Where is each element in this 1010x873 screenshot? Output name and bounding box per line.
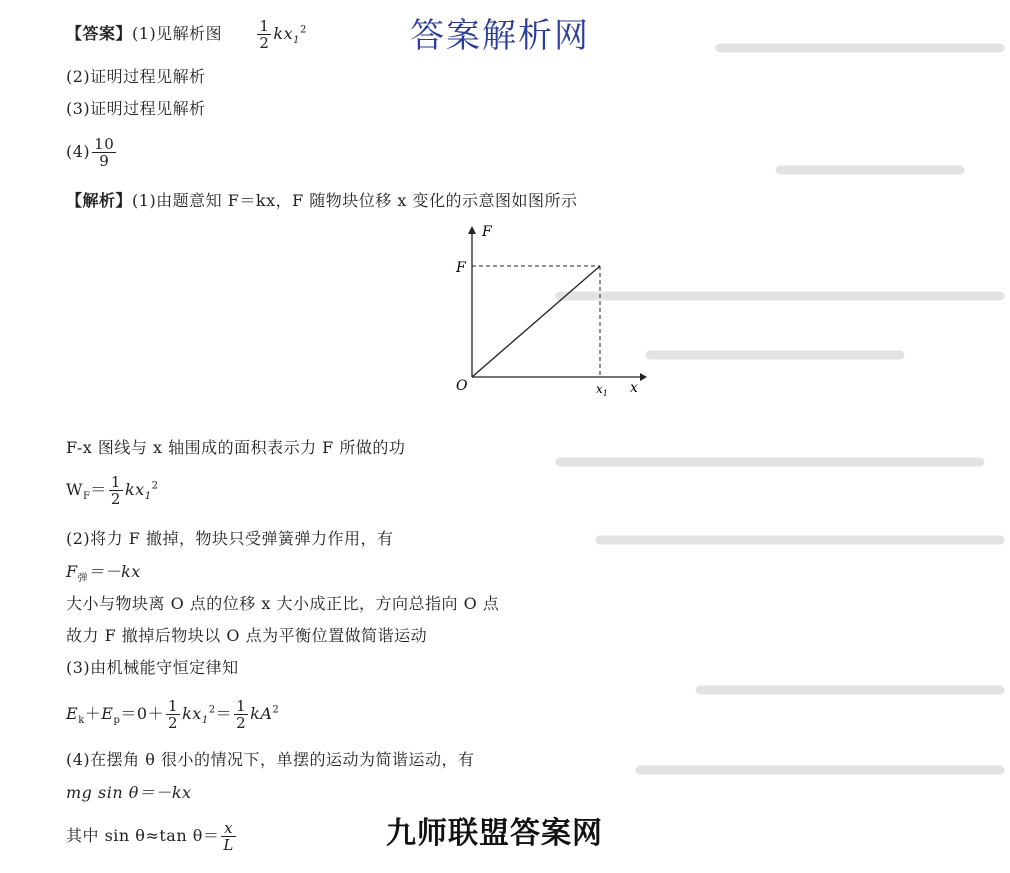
analysis-paragraph-6: (3)由机械能守恒定律知 — [66, 658, 239, 677]
analysis-tag: 【解析】 — [66, 191, 133, 210]
fraction: $\frac{1}{2}$ — [110, 473, 121, 508]
answer-item-1: 【答案】(1)见解析图 $\frac{1}{2}$ $kx_1^2$ — [66, 17, 307, 52]
analysis-paragraph-2: F-x 图线与 x 轴围成的面积表示力 F 所做的功 — [66, 438, 406, 457]
equation-approximation: 其中 sin θ≈tan θ＝ $\frac{x}{L}$ — [66, 819, 234, 854]
x-axis-arrow — [640, 373, 647, 381]
x-tick-label: $x_1$ — [596, 382, 608, 397]
equation-energy: $E_k+E_p=0+$ $\frac{1}{2}$ $kx_1^2=$ $\frac{1}{2}$ $kA^2$ — [66, 697, 280, 732]
fraction: $\frac{1}{2}$ — [168, 697, 179, 732]
y-tick-label: F — [456, 260, 466, 276]
fraction: $\frac{10}{9}$ — [94, 135, 115, 170]
watermark-top: 答案解析网 — [410, 16, 590, 56]
force-line — [472, 266, 600, 377]
fraction: $\frac{1}{2}$ — [259, 17, 270, 52]
analysis-paragraph-1: 【解析】(1)由题意知 F＝kx，F 随物块位移 x 变化的示意图如图所示 — [66, 191, 578, 210]
answer-item-2: (2)证明过程见解析 — [66, 67, 206, 86]
fraction: $\frac{x}{L}$ — [223, 819, 234, 854]
y-axis-label: F — [482, 224, 492, 240]
y-axis-arrow — [468, 226, 476, 234]
origin-label: O — [456, 378, 468, 394]
fraction: $\frac{1}{2}$ — [236, 697, 247, 732]
equation-spring: $F_弹=-kx$ — [66, 562, 141, 585]
answer-item-3: (3)证明过程见解析 — [66, 99, 206, 118]
analysis-paragraph-4: 大小与物块离 O 点的位移 x 大小成正比，方向总指向 O 点 — [66, 594, 500, 613]
watermark-bottom: 九师联盟答案网 — [386, 816, 603, 851]
analysis-paragraph-5: 故力 F 撤掉后物块以 O 点为平衡位置做简谐运动 — [66, 626, 428, 645]
analysis-paragraph-3: (2)将力 F 撤掉，物块只受弹簧弹力作用，有 — [66, 529, 394, 548]
equation-work: $W_F=$ $\frac{1}{2}$ $kx_1^2$ — [66, 473, 159, 508]
answer-item-4: (4) $\frac{10}{9}$ — [66, 135, 115, 170]
answer-tag: 【答案】 — [66, 24, 133, 43]
analysis-paragraph-7: (4)在摆角 θ 很小的情况下，单摆的运动为简谐运动，有 — [66, 750, 475, 769]
x-axis-label: x — [630, 380, 638, 396]
force-displacement-graph — [450, 222, 650, 397]
equation-pendulum: mg sin θ＝－kx — [66, 783, 192, 802]
